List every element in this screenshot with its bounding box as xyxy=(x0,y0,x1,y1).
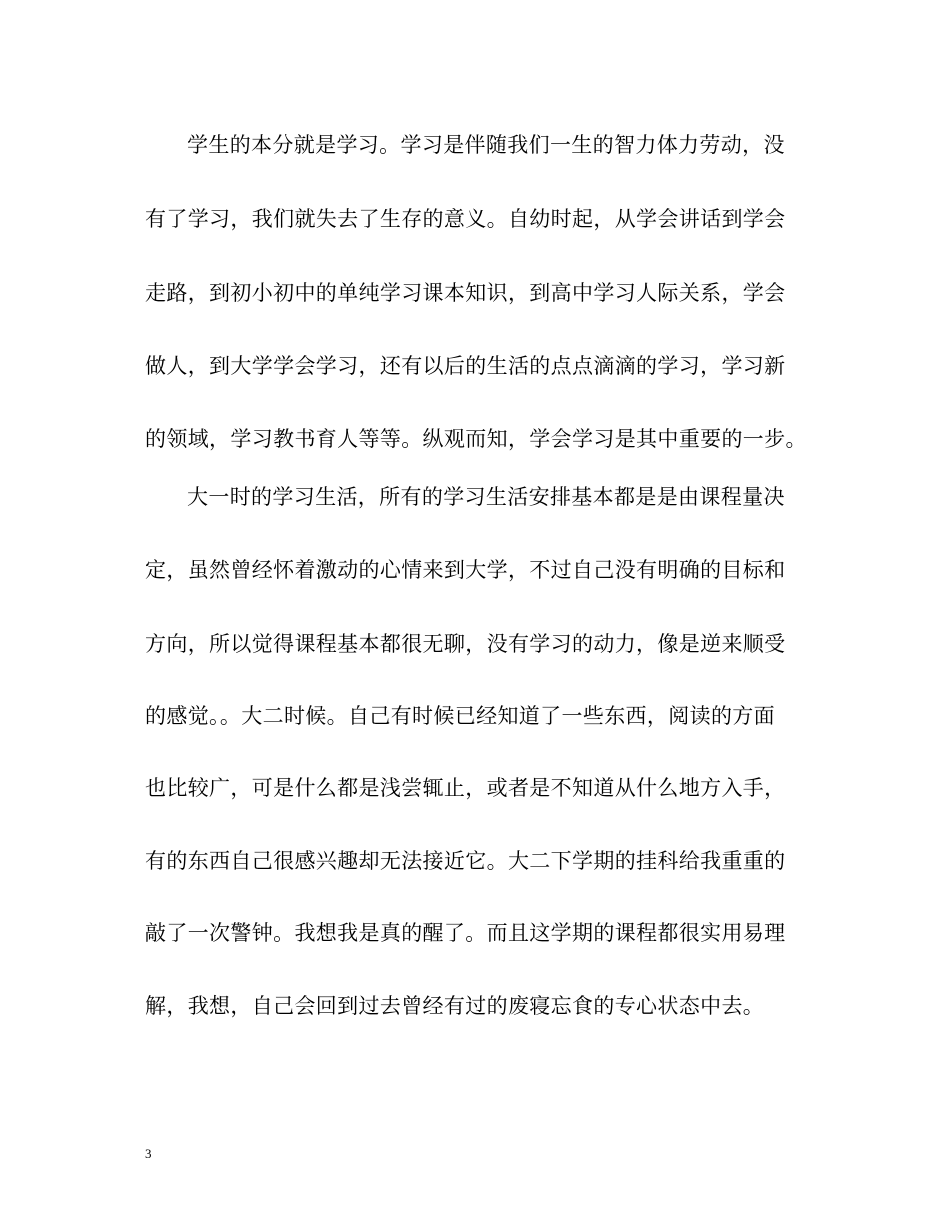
paragraph-1-line-2: 有了学习，我们就失去了生存的意义。自幼时起，从学会讲话到学会 xyxy=(145,207,786,231)
paragraph-2-line-2: 定，虽然曾经怀着激动的心情来到大学，不过自己没有明确的目标和 xyxy=(145,558,786,582)
paragraph-2-line-6: 有的东西自己很感兴趣却无法接近它。大二下学期的挂科给我重重的 xyxy=(145,849,786,873)
paragraph-2-line-7: 敲了一次警钟。我想我是真的醒了。而且这学期的课程都很实用易理 xyxy=(145,921,786,945)
paragraph-1-line-4: 做人，到大学学会学习，还有以后的生活的点点滴滴的学习，学习新 xyxy=(145,354,786,378)
page-number: 3 xyxy=(145,1146,152,1161)
paragraph-1-line-5: 的领域，学习教书育人等等。纵观而知，学会学习是其中重要的一步。 xyxy=(145,427,807,451)
paragraph-2-line-8: 解，我想，自己会回到过去曾经有过的废寝忘食的专心状态中去。 xyxy=(145,994,765,1018)
paragraph-1-line-3: 走路，到初小初中的单纯学习课本知识，到高中学习人际关系，学会 xyxy=(145,281,786,305)
paragraph-2-line-5: 也比较广，可是什么都是浅尝辄止，或者是不知道从什么地方入手， xyxy=(145,776,786,800)
paragraph-2-line-4: 的感觉。。大二时候。自己有时候已经知道了一些东西，阅读的方面 xyxy=(145,704,775,728)
paragraph-2-line-3: 方向，所以觉得课程基本都很无聊，没有学习的动力，像是逆来顺受 xyxy=(145,632,786,656)
paragraph-1-line-1: 学生的本分就是学习。学习是伴随我们一生的智力体力劳动，没 xyxy=(187,133,785,157)
paragraph-2-line-1: 大一时的学习生活，所有的学习生活安排基本都是是由课程量决 xyxy=(187,485,785,509)
